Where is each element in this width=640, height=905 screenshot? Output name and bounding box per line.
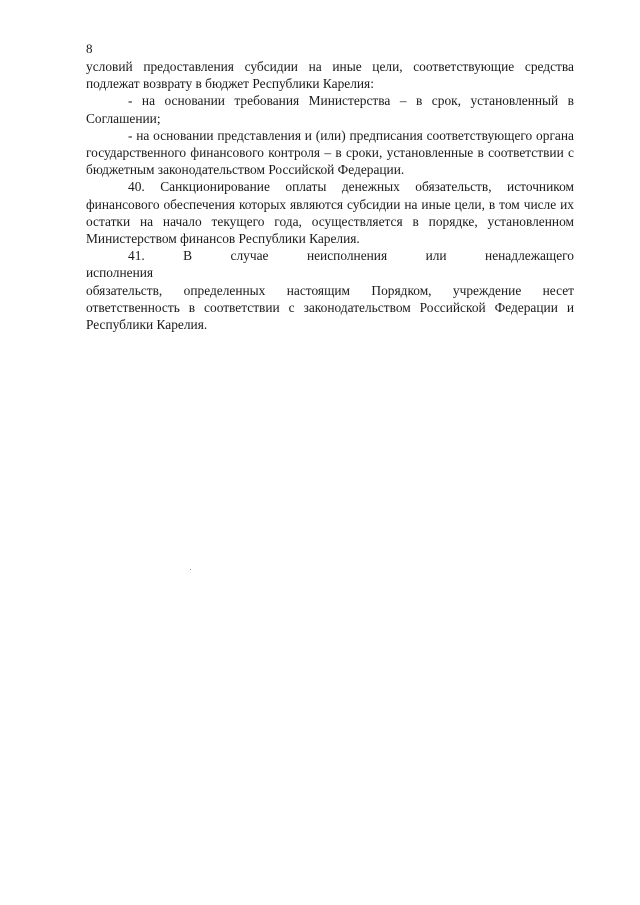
document-body bbox=[86, 58, 574, 333]
paragraph-ministry-requirement: - на основании требования Министерства – в срок, установленный в Соглашении; bbox=[86, 93, 574, 126]
paragraph-item-41-rest: обязательств, определенных настоящим Порядком, учреждение несет ответственность в соответствии с законодательством Российской Федерации и Республики Карелия. bbox=[86, 282, 574, 333]
paragraph-item-41 bbox=[86, 247, 574, 333]
page-number: 8 bbox=[86, 41, 93, 56]
paragraph-item-41-first-line: 41. В случае неисполнения или ненадлежащего исполнения bbox=[86, 248, 574, 281]
paragraph-continuation: условий предоставления субсидии на иные цели, соответствующие средства подлежат возврату в бюджет Республики Карелия: bbox=[86, 59, 574, 92]
paragraph-item-40: 40. Санкционирование оплаты денежных обязательств, источником финансового обеспечения которых являются субсидии на иные цели, в том числе их остатки на начало текущего года, осуществляется в порядке, установленном Министерством финансов Республики Карелия. bbox=[86, 179, 574, 247]
paragraph-financial-control: - на основании представления и (или) предписания соответствующего органа государственного финансового контроля – в сроки, установленные в соответствии с бюджетным законодательством Российской Федерации. bbox=[86, 127, 574, 178]
scan-speck bbox=[190, 569, 191, 570]
